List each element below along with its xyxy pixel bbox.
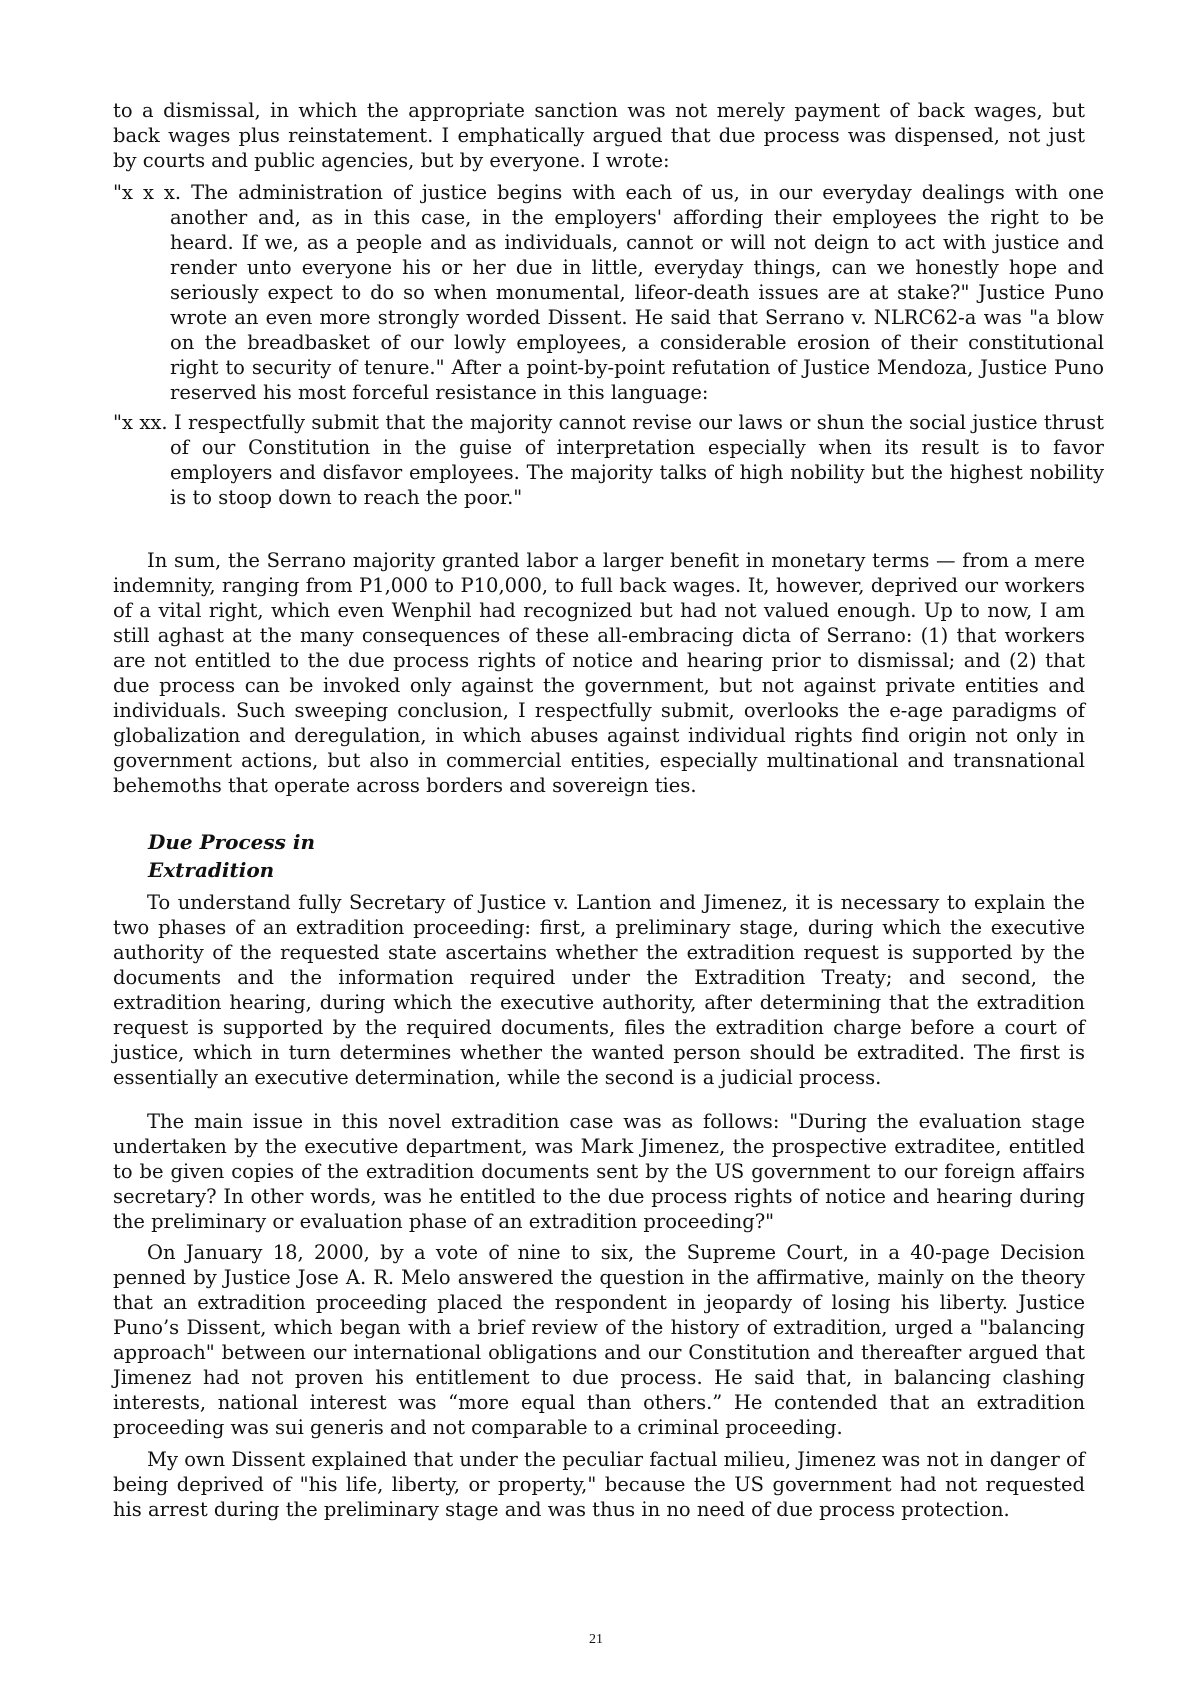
section-heading-line-1: Due Process in: [148, 830, 316, 854]
paragraph-in-sum: In sum, the Serrano majority granted labor a larger benefit in monetary terms — from a mere indemnity, ranging from P1,000 to P10,000, to full back wages. It, however, deprived our workers of a vital right, which even Wenphil had recognized but had not valued enough. Up to now, I am still aghast at the many consequences of these all-embracing dicta of Serrano: (1) that workers are not entitled to the due process rights of notice and hearing prior to dismissal; and (2) that due process can be invoked only against the government, but not against private entities and individuals. Such sweeping conclusion, I respectfully submit, overlooks the e-age paradigms of globalization and deregulation, in which abuses against individual rights find origin not only in government actions, but also in commercial entities, especially multinational and transnational behemoths that operate across borders and sovereign ties.: [113, 549, 1085, 797]
paragraph-extradition-phases: To understand fully Secretary of Justice v. Lantion and Jimenez, it is necessary to explain the two phases of an extradition proceeding: first, a preliminary stage, during which the executive authority of the requested state ascertains whether the extradition request is supported by the documents and the information required under the Extradition Treaty; and second, the extradition hearing, during which the executive authority, after determining that the extradition request is supported by the required documents, files the extradition charge before a court of justice, which in turn determines whether the wanted person should be extradited. The first is essentially an executive determination, while the second is a judicial process.: [113, 891, 1085, 1089]
block-quote-administration-of-justice: "x x x. The administration of justice begins with each of us, in our everyday dealings with one another and, as in this case, in the employers' affording their employees the right to be heard. If we, as a people and as individuals, cannot or will not deign to act with justice and render unto everyone his or her due in little, everyday things, can we honestly hope and seriously expect to do so when monumental, lifeor-death issues are at stake?" Justice Puno wrote an even more strongly worded Dissent. He said that Serrano v. NLRC62-a was "a blow on the breadbasket of our lowly employees, a considerable erosion of their constitutional right to security of tenure." After a point-by-point refutation of Justice Mendoza, Justice Puno reserved his most forceful resistance in this language:: [113, 181, 1104, 404]
paragraph-main-issue: The main issue in this novel extradition case was as follows: "During the evaluation stage undertaken by the executive department, was Mark Jimenez, the prospective extraditee, entitled to be given copies of the extradition documents sent by the US government to our foreign affairs secretary? In other words, was he entitled to the due process rights of notice and hearing during the preliminary or evaluation phase of an extradition proceeding?": [113, 1110, 1085, 1233]
page-number: 21: [589, 1632, 603, 1647]
paragraph-own-dissent: My own Dissent explained that under the peculiar factual milieu, Jimenez was not in danger of being deprived of "his life, liberty, or property," because the US government had not requested his arrest during the preliminary stage and was thus in no need of due process protection.: [113, 1448, 1085, 1521]
section-heading-line-2: Extradition: [148, 858, 275, 882]
paragraph-decision: On January 18, 2000, by a vote of nine to six, the Supreme Court, in a 40-page Decision penned by Justice Jose A. R. Melo answered the question in the affirmative, mainly on the theory that an extradition proceeding placed the respondent in jeopardy of losing his liberty. Justice Puno’s Dissent, which began with a brief review of the history of extradition, urged a "balancing approach" between our international obligations and our Constitution and thereafter argued that Jimenez had not proven his entitlement to due process. He said that, in balancing clashing interests, national interest was “more equal than others.” He contended that an extradition proceeding was sui generis and not comparable to a criminal proceeding.: [113, 1241, 1085, 1439]
paragraph-intro: to a dismissal, in which the appropriate sanction was not merely payment of back wages, but back wages plus reinstatement. I emphatically argued that due process was dispensed, not just by courts and public agencies, but by everyone. I wrote:: [113, 99, 1085, 172]
block-quote-puno-dissent: "x xx. I respectfully submit that the majority cannot revise our laws or shun the social justice thrust of our Constitution in the guise of interpretation especially when its result is to favor employers and disfavor employees. The majority talks of high nobility but the highest nobility is to stoop down to reach the poor.": [113, 411, 1104, 509]
